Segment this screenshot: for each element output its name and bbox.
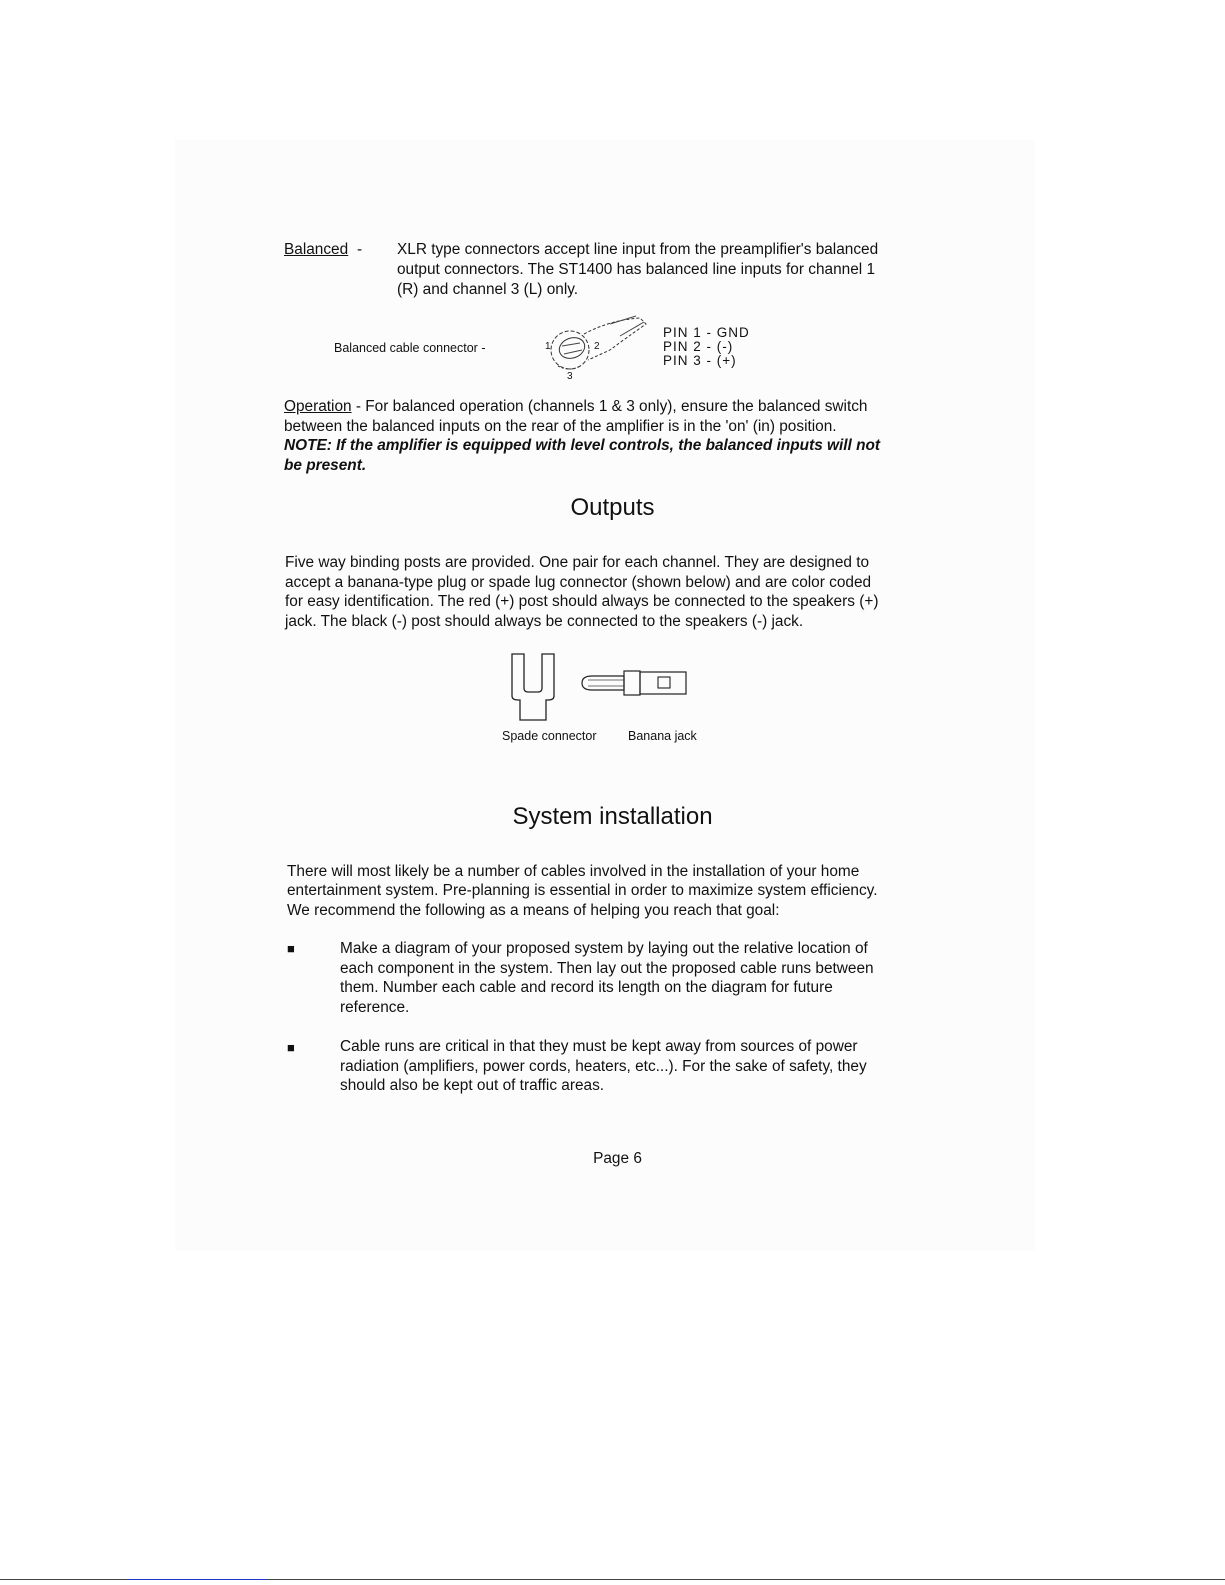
bullet-1-marker: ■ bbox=[287, 941, 295, 956]
bullet-1-line-2: each component in the system. Then lay out the proposed cable runs between bbox=[340, 960, 874, 977]
installation-line-2: entertainment system. Pre-planning is essential in order to maximize system efficiency. bbox=[287, 882, 878, 899]
connector-figure-label: Balanced cable connector - bbox=[334, 341, 486, 355]
xlr-connector-icon bbox=[540, 310, 660, 384]
spade-connector-label: Spade connector bbox=[502, 729, 597, 743]
installation-line-1: There will most likely be a number of cables involved in the installation of your home bbox=[287, 863, 860, 880]
outputs-line-2: accept a banana-type plug or spade lug connector (shown below) and are color coded bbox=[285, 574, 872, 591]
pin-number-3: 3 bbox=[567, 371, 573, 382]
bullet-1-line-3: them. Number each cable and record its length on the diagram for future bbox=[340, 979, 833, 996]
pin-2-label: PIN 2 - (-) bbox=[663, 339, 734, 354]
banana-jack-icon bbox=[578, 668, 690, 698]
bullet-1-line-4: reference. bbox=[340, 999, 410, 1016]
outputs-line-3: for easy identification. The red (+) post should always be connected to the speakers (+) bbox=[285, 593, 879, 610]
outputs-line-1: Five way binding posts are provided. One pair for each channel. They are designed to bbox=[285, 554, 870, 571]
operation-line-2: between the balanced inputs on the rear of the amplifier is in the 'on' (in) position. bbox=[284, 418, 837, 435]
bullet-2-line-2: radiation (amplifiers, power cords, heaters, etc...). For the sake of safety, they bbox=[340, 1058, 867, 1075]
page-number: Page 6 bbox=[593, 1150, 642, 1167]
balanced-line-3: (R) and channel 3 (L) only. bbox=[397, 281, 579, 298]
banana-jack-label: Banana jack bbox=[628, 729, 697, 743]
spade-connector-icon bbox=[510, 652, 556, 724]
operation-note-line-1: NOTE: If the amplifier is equipped with level controls, the balanced inputs will not bbox=[284, 437, 881, 454]
bullet-1-line-1: Make a diagram of your proposed system by laying out the relative location of bbox=[340, 940, 868, 957]
balanced-term: Balanced bbox=[284, 241, 349, 258]
bullet-2-line-3: should also be kept out of traffic areas. bbox=[340, 1077, 605, 1094]
bullet-2-line-1: Cable runs are critical in that they must be kept away from sources of power bbox=[340, 1038, 858, 1055]
operation-note-line-2: be present. bbox=[284, 457, 367, 474]
system-installation-heading: System installation bbox=[512, 803, 713, 830]
balanced-dash: - bbox=[357, 241, 363, 258]
installation-line-3: We recommend the following as a means of helping you reach that goal: bbox=[287, 902, 780, 919]
pin-1-label: PIN 1 - GND bbox=[663, 325, 750, 340]
outputs-heading: Outputs bbox=[570, 494, 655, 521]
bottom-link-underline bbox=[128, 1579, 268, 1580]
outputs-line-4: jack. The black (-) post should always be connected to the speakers (-) jack. bbox=[285, 613, 804, 630]
bullet-2-marker: ■ bbox=[287, 1040, 295, 1055]
balanced-line-2: output connectors. The ST1400 has balanced line inputs for channel 1 bbox=[397, 261, 876, 278]
pin-3-label: PIN 3 - (+) bbox=[663, 353, 737, 368]
pin-number-1: 1 bbox=[545, 341, 551, 352]
operation-term: Operation bbox=[284, 398, 352, 415]
operation-line-1 bbox=[284, 397, 867, 417]
pin-number-2: 2 bbox=[594, 341, 600, 352]
operation-text-1: - For balanced operation (channels 1 & 3 only), ensure the balanced switch bbox=[351, 398, 868, 415]
balanced-line-1: XLR type connectors accept line input from the preamplifier's balanced bbox=[397, 241, 879, 258]
